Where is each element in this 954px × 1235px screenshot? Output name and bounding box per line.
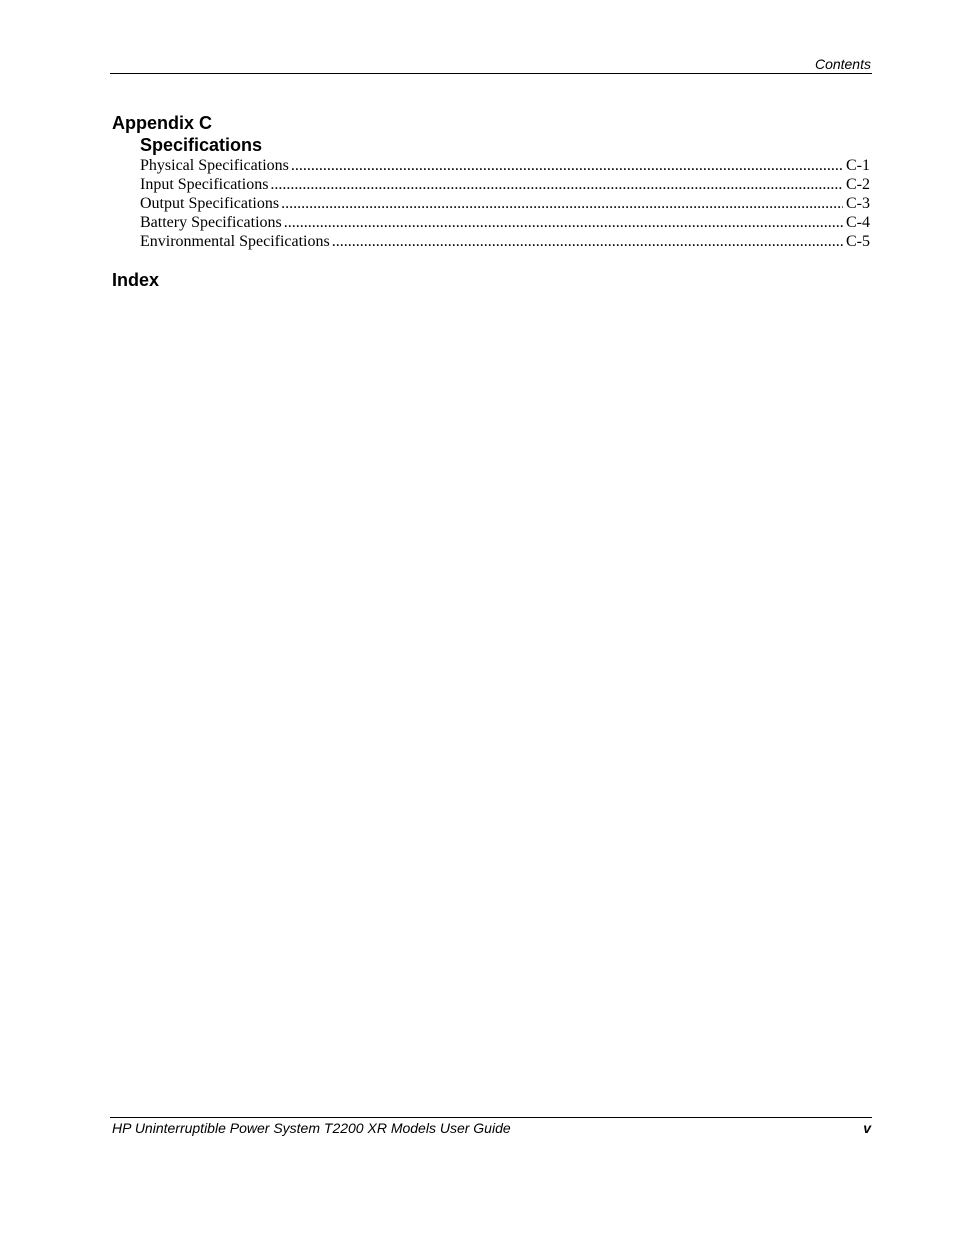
dot-leader <box>281 194 843 213</box>
dot-leader <box>291 156 843 175</box>
toc-entry-output-specifications[interactable] <box>140 194 870 213</box>
toc-entry-label: Physical Specifications <box>140 157 289 174</box>
toc-entry-physical-specifications[interactable] <box>140 156 870 175</box>
toc-entry-input-specifications[interactable] <box>140 175 870 194</box>
toc-entry-page: C-2 <box>846 176 870 193</box>
index-heading[interactable]: Index <box>112 270 160 290</box>
dot-leader <box>332 232 843 251</box>
footer-document-title: HP Uninterruptible Power System T2200 XR Models User Guide <box>112 1120 511 1136</box>
toc-entry-environmental-specifications[interactable] <box>140 232 870 251</box>
toc-entry-page: C-5 <box>846 233 870 250</box>
toc-entry-label: Output Specifications <box>140 195 280 212</box>
footer-page-number: v <box>863 1120 871 1136</box>
toc-entry-battery-specifications[interactable] <box>140 213 870 232</box>
appendix-title: Specifications <box>140 135 263 155</box>
toc-entry-page: C-4 <box>846 214 870 231</box>
running-head: Contents <box>814 56 871 72</box>
header-rule <box>110 73 872 74</box>
dot-leader <box>284 213 843 232</box>
dot-leader <box>270 175 843 194</box>
appendix-heading: Appendix C <box>112 113 213 133</box>
toc-list <box>140 156 870 251</box>
toc-entry-label: Battery Specifications <box>140 214 282 231</box>
toc-entry-page: C-3 <box>846 195 870 212</box>
toc-content <box>112 112 870 291</box>
footer-rule <box>110 1117 872 1118</box>
toc-entry-page: C-1 <box>846 157 870 174</box>
toc-entry-label: Input Specifications <box>140 176 269 193</box>
toc-entry-label: Environmental Specifications <box>140 233 330 250</box>
